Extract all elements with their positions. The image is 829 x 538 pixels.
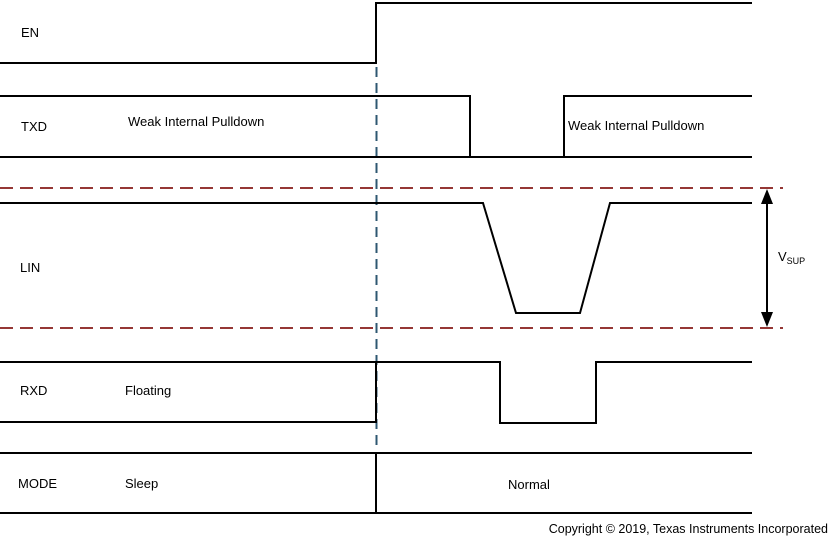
signal-label-rxd: RXD [20, 383, 48, 398]
signal-label-lin: LIN [20, 260, 41, 275]
en-trace [0, 3, 752, 63]
signal-label-mode: MODE [18, 476, 57, 491]
txd-weak-pulldown-annotation-right: Weak Internal Pulldown [568, 118, 705, 133]
vsup-label-subscript: SUP [786, 256, 806, 266]
txd-weak-pulldown-annotation-left: Weak Internal Pulldown [128, 114, 265, 129]
vsup-label [778, 249, 805, 269]
mode-trace [0, 453, 752, 513]
copyright-notice: Copyright © 2019, Texas Instruments Incorporated [548, 522, 828, 536]
signal-label-en: EN [21, 25, 40, 40]
vsup-label-base: V [778, 249, 787, 264]
mode-sleep-state-label: Sleep [125, 476, 159, 491]
mode-normal-state-label: Normal [508, 477, 550, 492]
vsup-arrow-up-icon [761, 189, 773, 204]
signal-label-txd: TXD [21, 119, 47, 134]
vsup-arrow-down-icon [761, 312, 773, 327]
rxd-floating-annotation: Floating [125, 383, 172, 398]
rxd-trace [0, 362, 752, 423]
